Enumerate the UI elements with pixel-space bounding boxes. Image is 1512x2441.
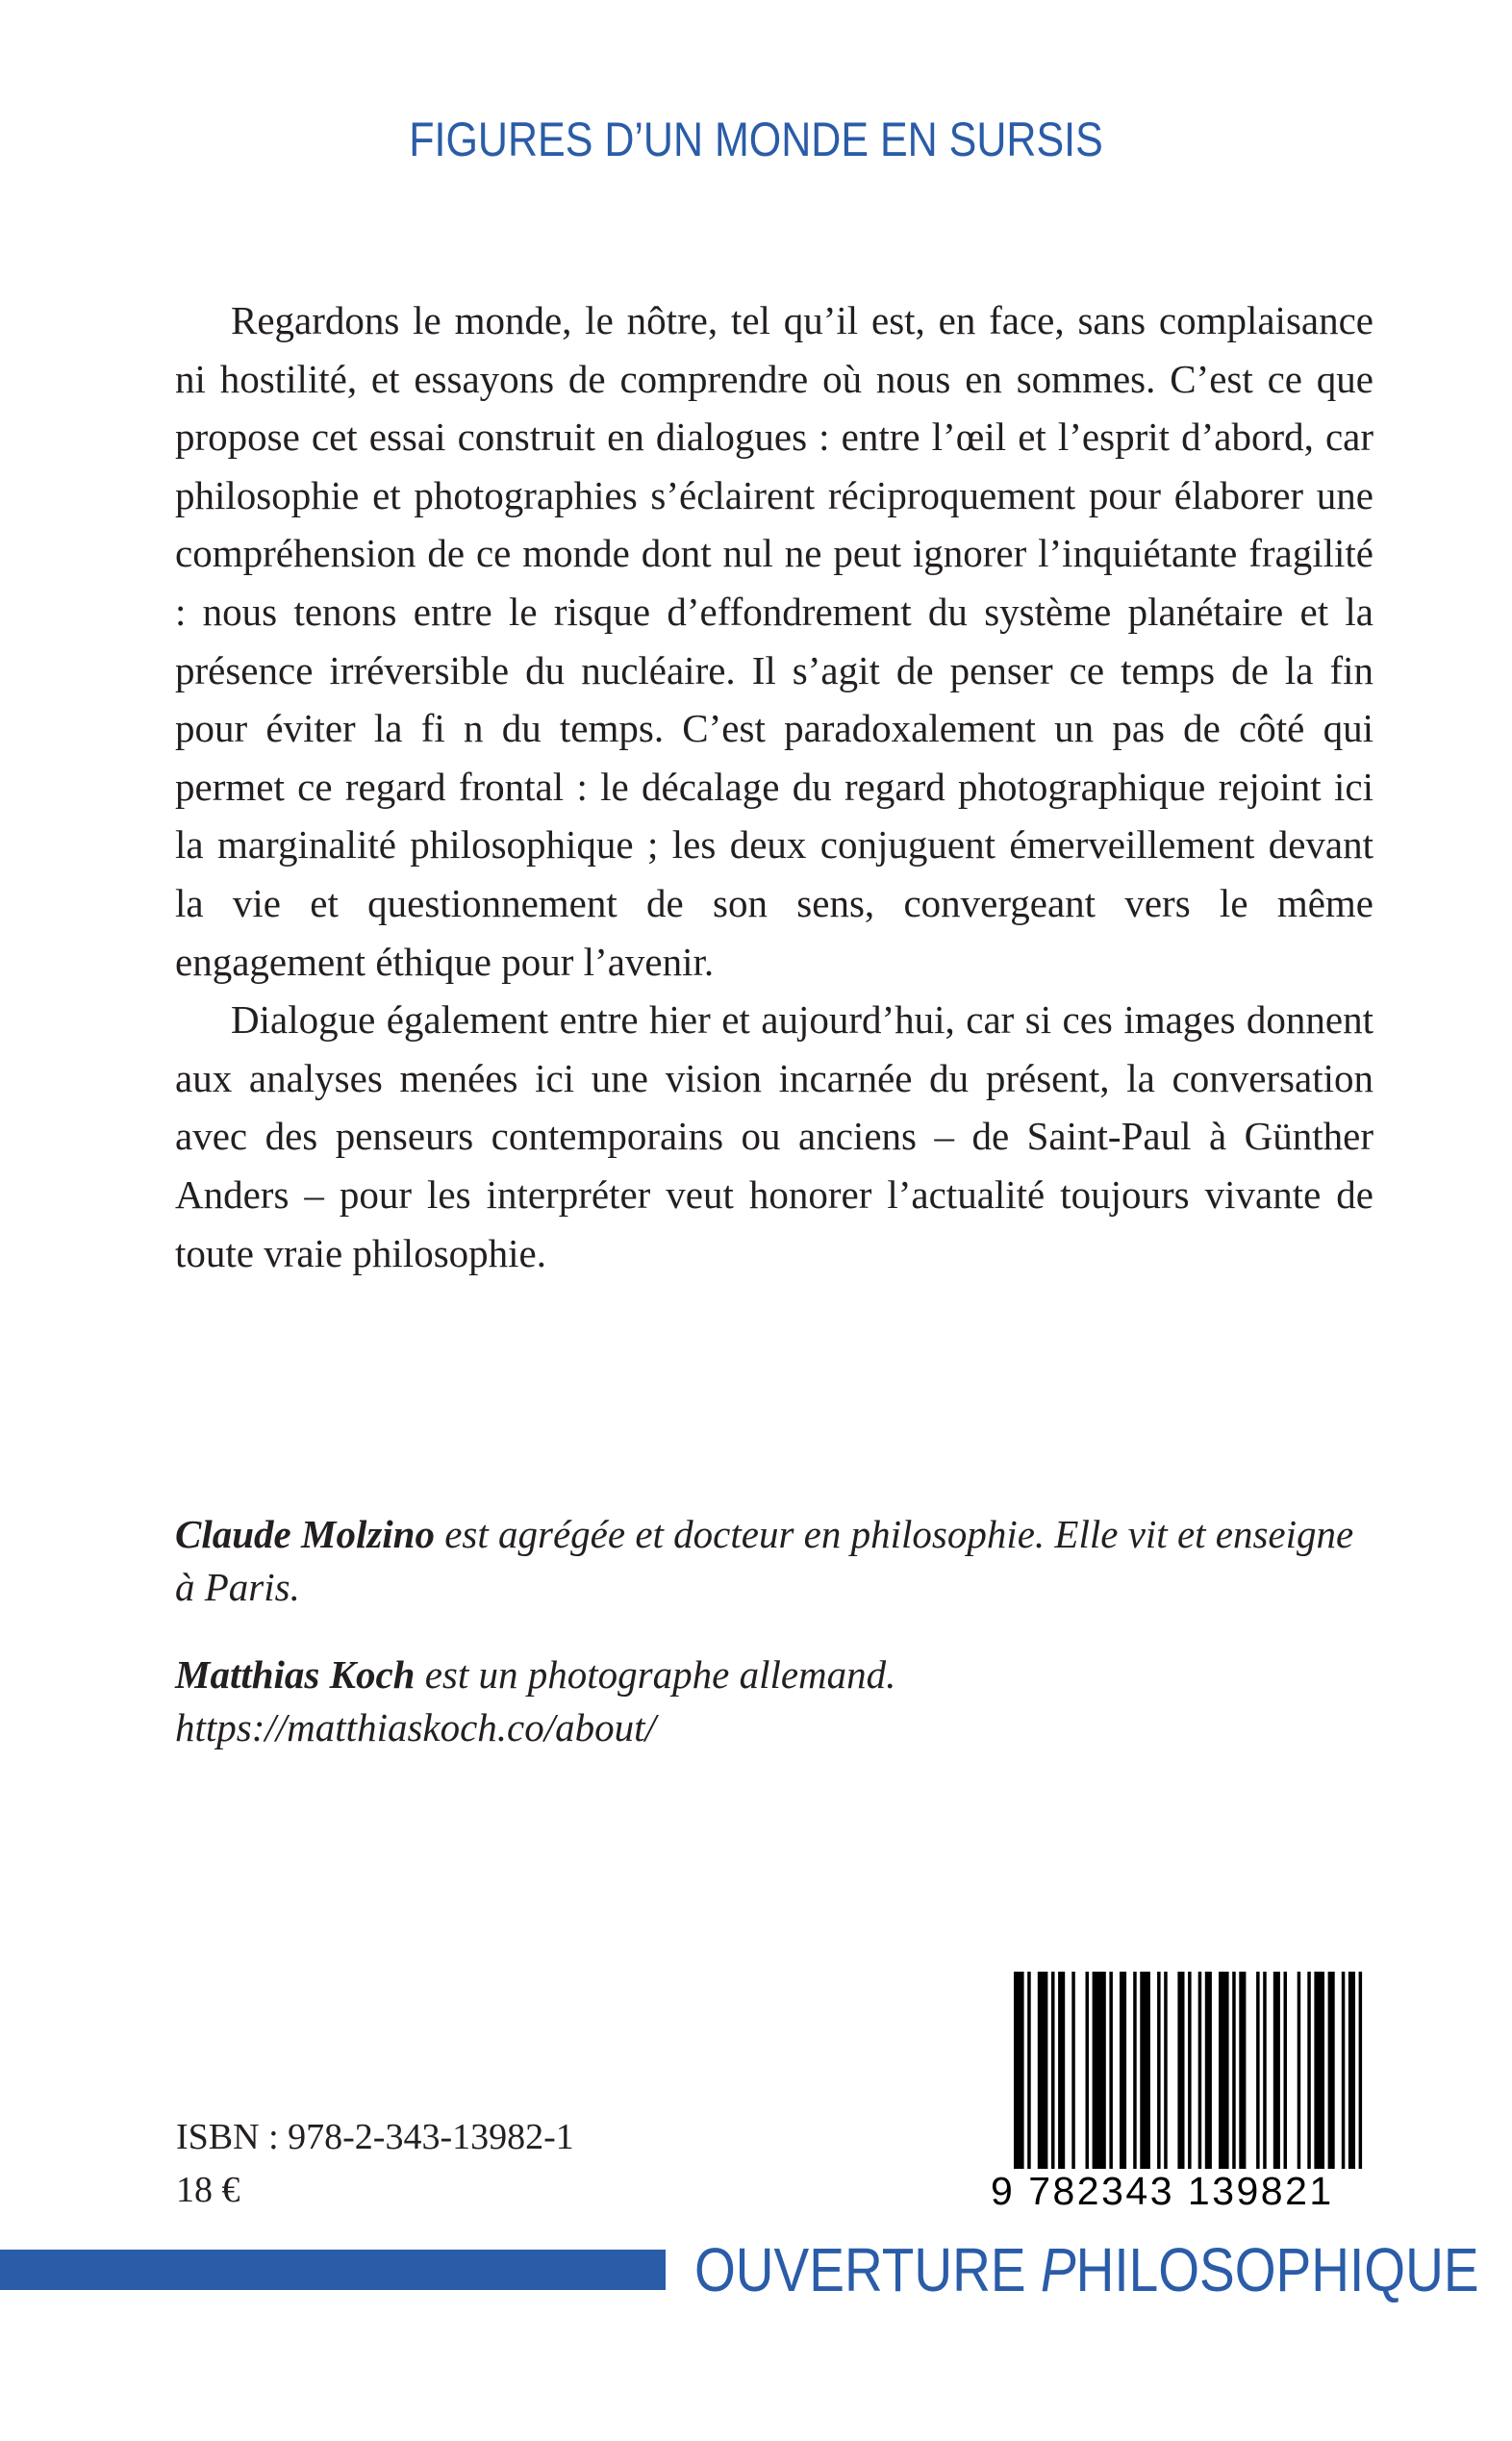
barcode-bar (1232, 1972, 1236, 2169)
isbn-block (176, 2111, 574, 2217)
barcode-bar (1188, 1972, 1192, 2169)
series-name (694, 2231, 1479, 2308)
barcode-bars (991, 1972, 1366, 2174)
barcode-bar (1157, 1972, 1161, 2169)
barcode-bar (1359, 1972, 1363, 2169)
barcode-bar (1051, 1972, 1055, 2169)
barcode-bar (1328, 1972, 1335, 2169)
barcode-bar (1133, 1972, 1137, 2169)
barcode-bar (1027, 1972, 1031, 2169)
series-color-bar (0, 2250, 666, 2290)
barcode-bar (1058, 1972, 1065, 2169)
barcode-bar (1342, 1972, 1346, 2169)
barcode-bar (1198, 1972, 1202, 2169)
series-name-part-2: P (1040, 2235, 1076, 2304)
isbn-number: ISBN : 978-2-343-13982-1 (176, 2117, 574, 2157)
barcode-bar (1177, 1972, 1184, 2169)
barcode-bar (1239, 1972, 1246, 2169)
barcode-bar (1164, 1972, 1168, 2169)
author-bios (175, 1508, 1373, 1754)
barcode-bar (1314, 1972, 1324, 2169)
barcode-bar (1298, 1972, 1301, 2169)
barcode-digits: 9 782343 139821 (991, 2169, 1334, 2213)
book-title: FIGURES D’UN MONDE EN SURSIS (409, 113, 1103, 166)
barcode-bar (1071, 1972, 1075, 2169)
author-name-2: Matthias Koch (175, 1652, 416, 1697)
barcode-bar (1120, 1972, 1126, 2169)
summary-paragraph-1: Regardons le monde, le nôtre, tel qu’il est, en face, sans complaisance ni hostilité, et essayons de comprendre où nous en sommes. C’est ce que propose cet essai construit en dialogues : entre l’œil et l’esprit d’abord, car philosophie et photographies s’éclairent réciproquement pour élaborer une compréhension de ce monde dont nul ne peut ignorer l’inquiétante fragilité : nous tenons entre le risque d’effondrement du système planétaire et la présence irréversible du nucléaire. Il s’agit de penser ce temps de la fin pour éviter la fi n du temps. C’est paradoxalement un pas de côté qui permet ce regard frontal : le décalage du regard photographique rejoint ici la marginalité philosophique ; les deux conjuguent émerveillement devant la vie et questionnement de son sens, convergeant vers le même engagement éthique pour l’avenir. (175, 298, 1373, 984)
barcode-bar (1140, 1972, 1150, 2169)
back-cover-summary (175, 291, 1373, 1282)
author-bio-1 (175, 1508, 1373, 1614)
barcode-bar (1038, 1972, 1048, 2169)
barcode-bar (1256, 1972, 1260, 2169)
barcode-bar (1109, 1972, 1113, 2169)
series-name-part-3: HILOSOPHIQUE (1075, 2235, 1479, 2304)
price: 18 € (176, 2170, 240, 2210)
barcode-bar (1205, 1972, 1212, 2169)
barcode-bar (1093, 1972, 1106, 2169)
barcode-bar (1273, 1972, 1280, 2169)
series-name-part-1: OUVERTURE (694, 2235, 1041, 2304)
barcode-bar (1348, 1972, 1355, 2169)
author-bio-text-2: est un photographe allemand. (415, 1652, 896, 1697)
barcode-bar (1263, 1972, 1267, 2169)
barcode-bar (1219, 1972, 1229, 2169)
barcode-bar (1307, 1972, 1311, 2169)
author-bio-text-1: est agrégée et docteur en philosophie. Elle vit et enseigne à Paris. (175, 1512, 1354, 1609)
author-name-1: Claude Molzino (175, 1512, 435, 1556)
barcode-bar (1086, 1972, 1090, 2169)
summary-paragraph-2: Dialogue également entre hier et aujourd’hui, car si ces images donnent aux analyses menées ici une vision incarnée du présent, la conversation avec des penseurs contemporains ou anciens – de Saint-Paul à Günther Anders – pour les interpréter veut honorer l’actualité toujours vivante de toute vraie philosophie. (175, 997, 1373, 1275)
author-bio-2 (175, 1648, 1373, 1754)
barcode-bar (1284, 1972, 1288, 2169)
barcode-bar (1014, 1972, 1024, 2169)
photographer-url[interactable]: https://matthiaskoch.co/about/ (175, 1705, 656, 1749)
